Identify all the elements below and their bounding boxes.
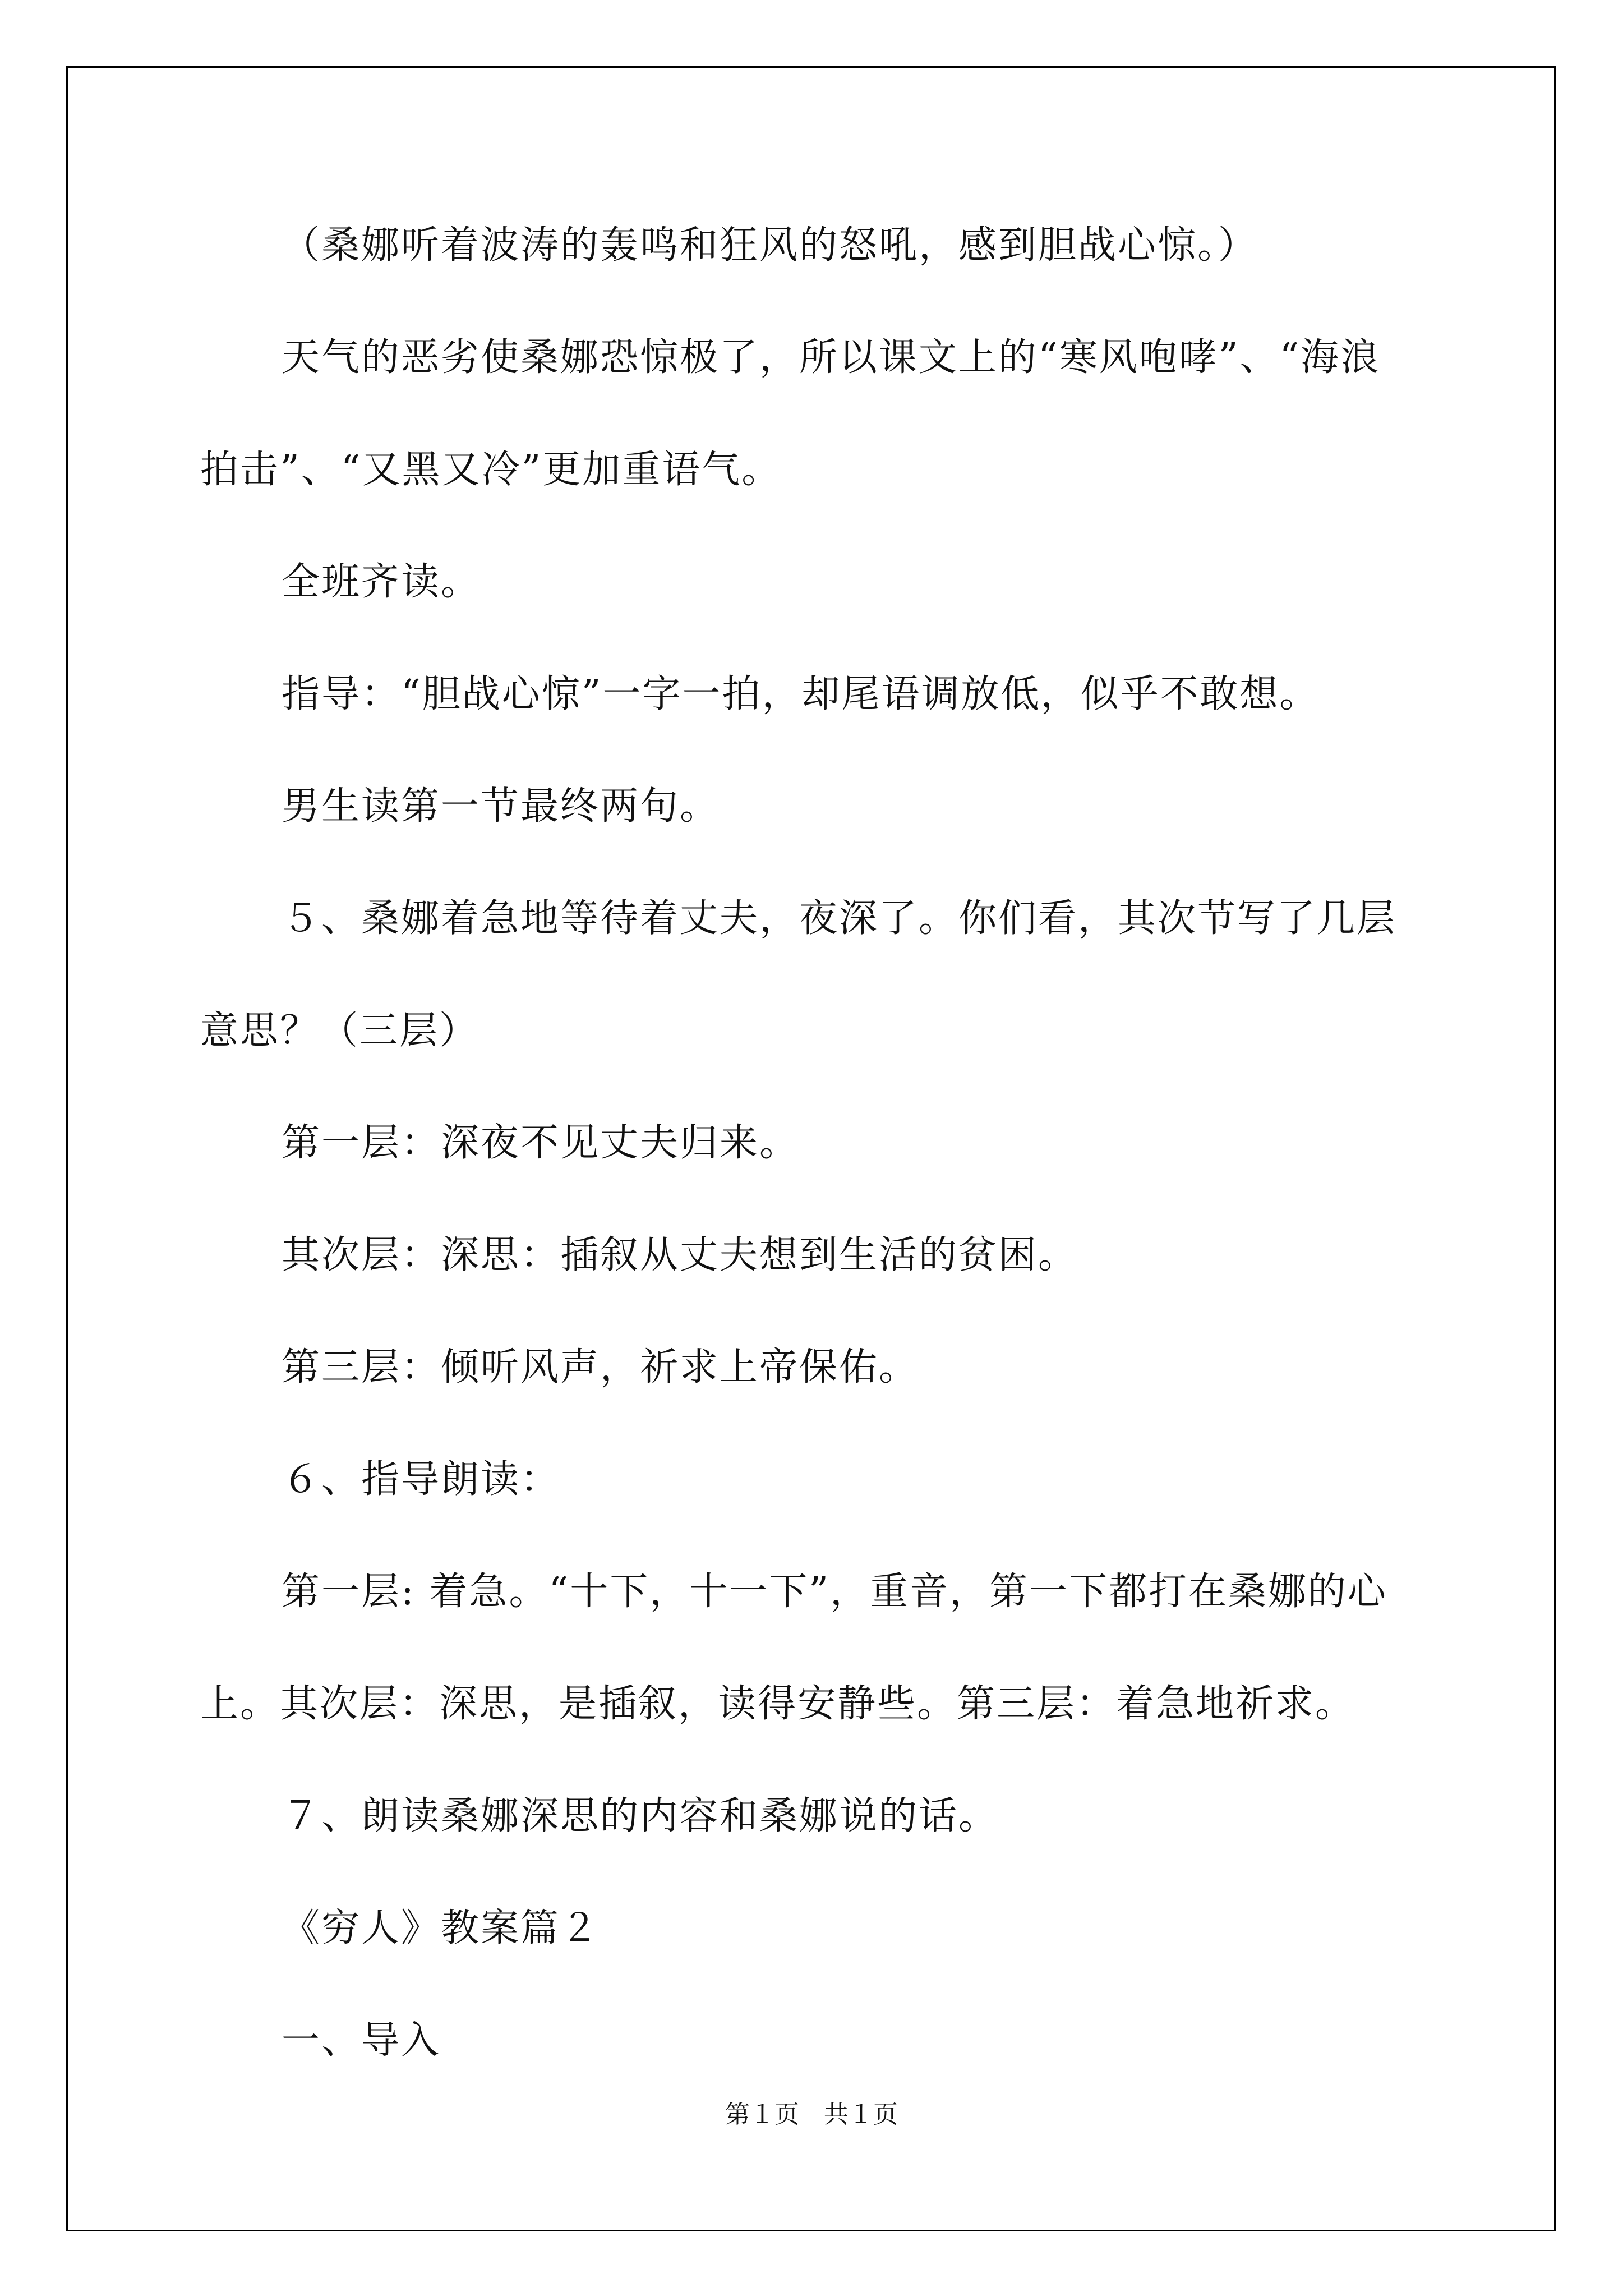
paragraph-6-line-1: ５、桑娜着急地等待着丈夫，夜深了。你们看，其次节写了几层: [282, 896, 1397, 941]
paragraph-4-line-1: 指导：“胆战心惊”一字一拍，却尾语调放低，似乎不敢想。: [282, 672, 1320, 716]
paragraph-14-line-1: 一、导入: [282, 2018, 441, 2063]
paragraph-2-line-2: 拍击”、“又黑又冷”更加重语气。: [200, 448, 782, 492]
paragraph-11-line-1: 第一层: 着急。“十下，十一下”，重音，第一下都打在桑娜的心: [282, 1570, 1388, 1614]
paragraph-8-line-1: 其次层：深思：插叙从丈夫想到生活的贫困。: [282, 1233, 1078, 1277]
paragraph-3-line-1: 全班齐读。: [282, 560, 481, 604]
paragraph-9-line-1: 第三层：倾听风声，祈求上帝保佑。: [282, 1345, 919, 1389]
page-footer: 第１页 共１页: [725, 2100, 898, 2129]
paragraph-7-line-1: 第一层：深夜不见丈夫归来。: [282, 1121, 800, 1165]
paragraph-11-line-2: 上。其次层：深思，是插叙，读得安静些。第三层：着急地祈求。: [200, 1682, 1355, 1726]
paragraph-1-line-1: （桑娜听着波涛的轰鸣和狂风的怒吼，感到胆战心惊。）: [282, 223, 1258, 268]
paragraph-5-line-1: 男生读第一节最终两句。: [282, 784, 720, 829]
paragraph-2-line-1: 天气的恶劣使桑娜恐惊极了，所以课文上的“寒风咆哮”、“海浪: [282, 335, 1381, 380]
paragraph-6-line-2: 意思？（三层）: [200, 1009, 479, 1053]
paragraph-12-line-1: ７、朗读桑娜深思的内容和桑娜说的话。: [282, 1794, 999, 1838]
paragraph-13-line-1: 《穷人》教案篇２: [282, 1906, 601, 1950]
paragraph-10-line-1: ６、指导朗读：: [282, 1457, 561, 1502]
